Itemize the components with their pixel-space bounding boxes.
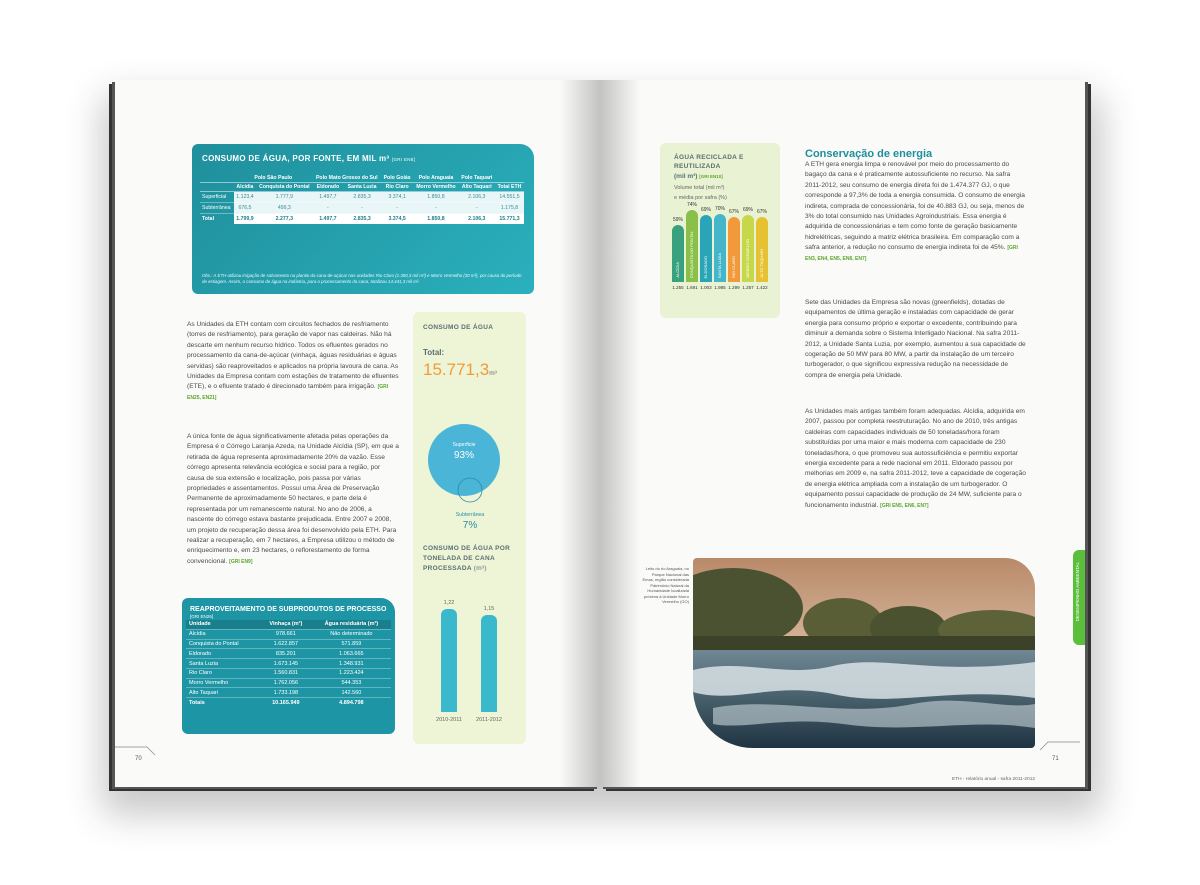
right-page <box>600 80 1085 787</box>
table-row: Conquista do Pontal 1.622.857 571.859 <box>186 639 391 649</box>
recycled-bar-value: 1.003 <box>700 285 712 290</box>
water-source-circles <box>421 412 521 522</box>
recycled-bar-percent: 74% <box>686 202 697 208</box>
bar-category-label: 2010-2011 <box>436 717 462 723</box>
total-value: 15.771,3m³ <box>423 360 497 379</box>
group-header: Polo São Paulo <box>234 174 313 183</box>
column-header: Alto Taquari <box>459 183 495 192</box>
section-side-tab <box>1073 550 1085 645</box>
recycled-bar-name: CONQUISTA DO PONTAL <box>689 230 694 278</box>
recycled-bar-value: 1.422 <box>756 285 768 290</box>
column-header: Alcídia <box>234 183 256 192</box>
river-photo <box>693 558 1035 748</box>
table-row: Morro Vermelho 1.762.056 544.353 <box>186 678 391 688</box>
recycled-bar-name: RIO CLARO <box>731 255 736 278</box>
bar-2010-2011 <box>441 609 457 712</box>
group-header: Polo Goiás <box>381 174 413 183</box>
recycled-bar-percent: 59% <box>672 216 683 223</box>
reuse-table <box>186 620 391 707</box>
water-by-source-title: CONSUMO DE ÁGUA, POR FONTE, EM MIL m³ [GRI EN8] <box>202 154 416 163</box>
recycled-title: ÁGUA RECICLADA E REUTILIZADA <box>674 154 744 170</box>
reuse-table-panel <box>182 598 395 734</box>
left-gutter-shadow <box>560 80 600 787</box>
bar-value-label: 1,15 <box>483 605 495 612</box>
water-by-source-table <box>200 174 524 224</box>
water-by-source-panel <box>192 144 534 294</box>
paragraph-energy-2: Sete das Unidades da Empresa são novas (greenfields), dotadas de equipamentos de última geração e instaladas com capacidade de gerar energia para consumo próprio e exportar o excedente, contribuindo para diminuir a demanda sobre o Sistema Interligado Nacional. Na safra 2011-2012, a Unidade Santa Luzia, por exemplo, aumentou a sua capacidade de cogeração de 50 MW para 80 MW, a partir da instalação de um terceiro turbogerador, o que significou expressiva redução na necessidade de compra de energia pela Unidade. <box>805 299 1026 379</box>
page-number: 71 <box>1052 756 1059 762</box>
subterranea-label: Subterrânea <box>455 512 485 518</box>
table-row: Santa Luzia 1.673.145 1.348.931 <box>186 659 391 669</box>
bar-2011-2012 <box>481 615 497 712</box>
paragraph-laranja-azeda: A única fonte de água significativamente afetada pelas operações da Empresa é o Córrego Laranja Azeda, na Unidade Alcídia (SP), em que a retirada de água representa aproximadamente 20% da vazão. Esse córrego apresenta relevância ecológica e social para a região, por causa de sua extensão e localização, pois passa por várias propriedades e assentamentos. Possui uma Área de Preservação Permanente de aproximadamente 50 hectares, e parte dela é representada por um remanescente natural. No ano de 2006, a nascente do córrego estava bastante prejudicada. Entre 2007 e 2008, um projeto de recuperação dessa área foi desenvolvido pela ETH. Para realizar a recuperação, em 7 hectares, a Empresa utilizou o método de enriquecimento e, em 23 hectares, o reflorestamento de forma convencional. [GRI EN9] <box>187 433 399 565</box>
column-header: Morro Vermelho <box>413 183 458 192</box>
paragraph-closed-circuits: As Unidades da ETH contam com circuitos fechados de resfriamento (torres de resfriamento), para geração de vapor nas caldeiras. Não há descarte em nenhum recurso hídrico. Todos os efluentes gerados no processamento da cana-de-açúcar (vinhaça, águas residuárias e águas servidas) são reaproveitados e aplicados na própria lavoura de cana. As Unidades da Empresa contam com estações de tratamento de efluentes (ETE), e o efluente tratado é direcionado também para irrigação. [GRI EN25, EN21] <box>187 321 399 401</box>
table-row: Subterrânea 676,5 499,3 - - - - - 1.175,8 <box>200 203 524 214</box>
group-header: Polo Mato Grosso do Sul <box>313 174 381 183</box>
table-row: Alto Taquari 1.733.198 142.560 <box>186 688 391 698</box>
chart2-title: CONSUMO DE ÁGUA POR TONELADA DE CANA PROCESSADA (m³) <box>423 545 511 572</box>
recycled-bar-value: 1.985 <box>714 285 726 290</box>
bar-value-label: 1,22 <box>443 599 455 606</box>
column-header: Conquista do Pontal <box>256 183 313 192</box>
recycled-bar-value: 1.255 <box>672 285 684 290</box>
water-per-tonne-chart <box>421 582 521 732</box>
superficial-label: Superficie <box>452 442 476 448</box>
column-header: Santa Luzia <box>343 183 381 192</box>
subterranea-pct: 7% <box>462 520 478 531</box>
recycled-bar-name: ELDORADO <box>703 255 708 278</box>
table-note: Obs.: A ETH utilizou irrigação de salvamento na plantio da cana-de-açúcar nas unidades Rio Claro (1.300,3 mil m³) e Morro Vermelho (30 m³), por causa do período de estiagem. Assim, o consumo de água na indústria, para o processamento da cana, totalizou 14.441,3 mil m³. <box>202 273 522 284</box>
recycled-bar-name: MORRO VERMELHO <box>745 239 750 278</box>
recycled-unit: (mil m³) [GRI EN10] <box>674 173 723 180</box>
column-header: Total ETH <box>495 183 524 192</box>
water-consumption-panel <box>413 312 526 744</box>
recycled-bar-percent: 69% <box>742 206 753 213</box>
column-header: Rio Claro <box>381 183 413 192</box>
recycled-bar-name: SANTA LUZIA <box>717 252 722 278</box>
group-header: Polo Araguaia <box>413 174 458 183</box>
paragraph-energy-3: As Unidades mais antigas também foram adequadas. Alcídia, adquirida em 2007, passou por completa reestruturação. No ano de 2010, três antigas caldeiras com capacidades individuais de 50 toneladas/hora foram substituídas por uma maior e mais moderna com capacidade de 230 toneladas/hora, o que promoveu sua autossuficiência e permitiu exportar energia excedente para a rede nacional em 2011. Eldorado passou por melhorias em 2009 e, na safra 2011-2012, teve a capacidade de cogeração de energia elétrica ampliada com a instalação de um turbogerador. O equipamento possui capacidade de produção de 24 MW, suficiente para o funcionamento industrial. [GRI EN5, EN6, EN7] <box>805 408 1026 509</box>
total-label: Total: <box>423 348 445 357</box>
recycled-bar-percent: 69% <box>700 206 711 213</box>
recycled-bar-percent: 67% <box>756 208 767 215</box>
column-header: Eldorado <box>313 183 344 192</box>
paragraph-energy-1: A ETH gera energia limpa e renovável por meio do processamento do bagaço da cana e é praticamente autossuficiente no recurso. Na safra 2011-2012, seu consumo de energia direta foi de 1.474.377 GJ, o que corresponde a 97,3% de toda a energia consumida. O consumo de energia indireta, comprada de concessionária, foi de 40.883 GJ, ou seja, menos de 3% do total consumido nas Unidades Agroindustriais. Essa energia é adquirida de concessionárias e tem como fonte de geração basicamente hidrelétricas, seguindo a matriz elétrica brasileira. Em comparação com a safra anterior, a redução no consumo de energia indireta foi de 45%. [GRI EN3, EN4, EN5, EN6, EN7] <box>805 161 1025 262</box>
table-row: Superficial 1.123,4 1.777,9 1.497,7 2.835,3 3.374,1 1.850,8 2.106,3 14.551,5 <box>200 192 524 203</box>
photo-caption: Leito do rio Araguaia, no Parque Nacional das Emas, região considerada Patrimônio Natural da Humanidade localizada próxima à Unidade Morro Vermelho (GO) <box>642 566 689 604</box>
recycled-bar-value: 1.299 <box>728 285 740 290</box>
recycled-subtitle-2: e média por safra (%) <box>674 195 727 201</box>
bar-category-label: 2011-2012 <box>476 717 502 723</box>
recycled-bar-value: 1.257 <box>742 285 754 290</box>
table-total-row: Total 1.799,9 2.277,3 1.497,7 2.835,3 3.374,5 1.850,8 2.106,3 15.771,3 <box>200 214 524 225</box>
table-row: Alcídia 978.661 Não determinado <box>186 629 391 639</box>
panel-title: CONSUMO DE ÁGUA <box>423 324 494 331</box>
recycled-bar-percent: 70% <box>714 205 725 212</box>
page-corner-mark <box>115 745 175 765</box>
group-header: Polo Taquari <box>459 174 495 183</box>
recycled-water-card <box>660 143 780 318</box>
section-side-tab-label: DESEMPENHO AMBIENTAL <box>1075 562 1080 622</box>
right-gutter-shadow <box>600 80 640 787</box>
recycled-bar-percent: 67% <box>728 208 739 215</box>
footer-text: ETH - relatório anual - safra 2011-2012 <box>952 777 1036 782</box>
page-corner-mark <box>1020 740 1080 780</box>
page-number: 70 <box>135 756 142 762</box>
reuse-table-title: REAPROVEITAMENTO DE SUBPRODUTOS DE PROCESSO [GRI EN26] <box>190 606 387 619</box>
table-row: Eldorado 835.201 1.063.665 <box>186 649 391 659</box>
recycled-bar-name: ALCÍDIA <box>675 262 680 278</box>
recycled-subtitle-1: Volume total (mil m³) <box>674 185 725 191</box>
river-photo-image <box>693 558 1035 748</box>
left-page <box>115 80 600 787</box>
superficial-pct: 93% <box>453 450 474 461</box>
table-row: Rio Claro 1.560.831 1.223.424 <box>186 668 391 678</box>
table-header-row: Unidade Vinhaça (m³) Água residuária (m³) <box>186 620 391 629</box>
recycled-bar-value: 1.691 <box>686 285 698 290</box>
recycled-chart <box>660 143 780 318</box>
energy-section-title: Conservação de energia <box>805 148 933 160</box>
recycled-bar-name: ALTO TAQUARI <box>759 249 764 278</box>
table-total-row: Totais 10.165.949 4.894.798 <box>189 699 364 706</box>
